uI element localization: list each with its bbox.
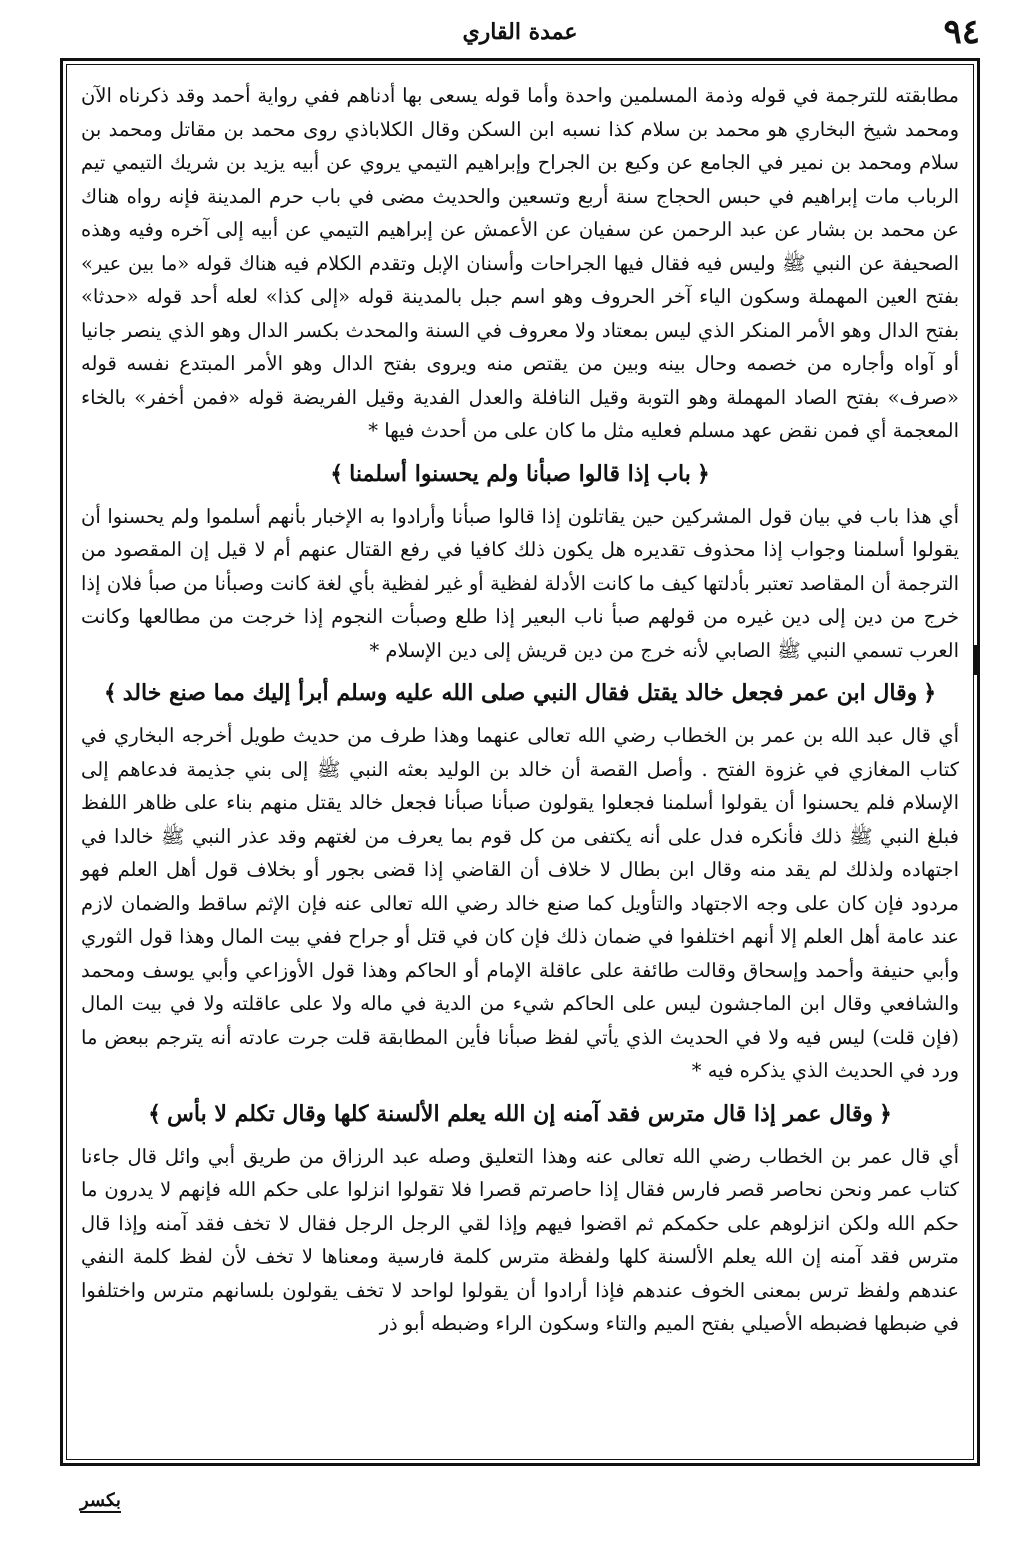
heading-bracket-left: ﴾ — [148, 1100, 162, 1127]
hadith-heading — [81, 669, 959, 717]
athar-heading-text: وقال عمر إذا قال مترس فقد آمنه إن الله يعلم الألسنة كلها وقال تكلم لا بأس — [167, 1100, 873, 1127]
heading-bracket-right: ﴿ — [696, 460, 710, 487]
hadith-heading-text: وقال ابن عمر فجعل خالد يقتل فقال النبي صلى الله عليه وسلم أبرأ إليك مما صنع خالد — [122, 680, 918, 706]
catchword: بكسر — [80, 1490, 121, 1511]
margin-mark — [960, 645, 977, 675]
commentary-paragraph: مطابقته للترجمة في قوله وذمة المسلمين واحدة وأما قوله يسعى بها أدناهم ففي رواية أحمد وقد ذكرناه الآن ومحمد شيخ البخاري هو محمد بن سلام كذا نسبه ابن السكن وقال الكلاباذي روى محمد بن مقاتل ومحمد بن سلام ومحمد بن نمير في الجامع عن وكيع بن الجراح وإبراهيم التيمي يروي عن أبيه يزيد بن شريك التيمي تيم الرباب مات إبراهيم في حبس الحجاج سنة أربع وتسعين والحديث مضى في باب حرم المدينة فإنه رواه هناك عن محمد بن بشار عن عبد الرحمن عن سفيان عن الأعمش عن إبراهيم التيمي عن أبيه إلى آخره وفيه وهذه الصحيفة عن النبي ﷺ وليس فيه فقال فيها الجراحات وأسنان الإبل وتقدم الكلام فيه هناك قوله «ما بين عير» بفتح العين المهملة وسكون الياء آخر الحروف وهو اسم جبل بالمدينة قوله «إلى كذا» لعله أحد قوله «حدثا» بفتح الدال وهو الأمر المنكر الذي ليس بمعتاد ولا معروف في السنة والمحدث بكسر الدال وهو الذي ينصر جانيا أو آواه وأجاره من خصمه وحال بينه وبين من يقتص منه ويروى بفتح الدال وهو الأمر المبتدع نفسه قوله «صرف» بفتح الصاد المهملة وهو التوبة وقيل النافلة والعدل الفدية وقيل الفريضة قوله «فمن أخفر» بالخاء المعجمة أي فمن نقض عهد مسلم فعليه مثل ما كان على من أحدث فيها * — [81, 84, 959, 442]
page-content — [81, 79, 959, 1341]
heading-bracket-left: ﴾ — [103, 680, 117, 706]
commentary-paragraph: أي قال عبد الله بن عمر بن الخطاب رضي الله تعالى عنهما وهذا طرف من حديث طويل أخرجه البخاري في كتاب المغازي في غزوة الفتح . وأصل القصة أن خالد بن الوليد بعثه النبي ﷺ إلى بني جذيمة فدعاهم إلى الإسلام فلم يحسنوا أن يقولوا أسلمنا فجعلوا يقولون صبأنا صبأنا فجعل خالد يقتل منهم بناء على ظاهر اللفظ فبلغ النبي ﷺ ذلك فأنكره فدل على أنه يكتفى من كل قوم بما يعرف من لغتهم وقد عذر النبي ﷺ خالدا في اجتهاده ولذلك لم يقد منه وقال ابن بطال لا خلاف أن القاضي إذا قضى بجور أو بخلاف قول أهل العلم فهو مردود فإن كان على وجه الاجتهاد والتأويل كما صنع خالد رضي الله تعالى عنه فإن الإثم ساقط والضمان لازم عند عامة أهل العلم إلا أنهم اختلفوا في ضمان ذلك فإن كان في قتل أو جراح ففي بيت المال وهذا قول الثوري وأبي حنيفة وأحمد وإسحاق وقالت طائفة على عاقلة الإمام أو الحاكم وهذا قول الأوزاعي وأبي يوسف ومحمد والشافعي وقال ابن الماجشون ليس على الحاكم شيء من الدية في ماله ولا على عاقلته ولا في بيت المال (فإن قلت) ليس فيه ولا في الحديث الذي يأتي لفظ صبأنا فأين المطابقة قلت جرت عادته أنه يترجم ببعض ما ورد في الحديث الذي يذكره فيه * — [81, 724, 959, 1082]
running-title: عمدة القاري — [462, 19, 578, 45]
page-frame-inner — [66, 64, 974, 1460]
chapter-heading — [81, 450, 959, 498]
heading-bracket-left: ﴾ — [330, 460, 344, 487]
page-header — [60, 10, 980, 54]
heading-bracket-right: ﴿ — [878, 1100, 892, 1127]
commentary-paragraph: أي قال عمر بن الخطاب رضي الله تعالى عنه وهذا التعليق وصله عبد الرزاق من طريق أبي وائل قال جاءنا كتاب عمر ونحن نحاصر قصر فارس فقال إذا حاصرتم قصرا فلا تقولوا انزلوا على حكم الله فإنهم لا يدرون ما حكم الله ولكن انزلوهم على حكمكم ثم اقضوا فيهم وإذا لقي الرجل الرجل فقال لا تخف فقد آمنه وإذا قال مترس فقد آمنه إن الله يعلم الألسنة كلها ولفظة مترس كلمة فارسية ومعناها لا تخف لأن لفظ كلمة النفي عندهم ولفظ ترس بمعنى الخوف عندهم فإذا أرادوا أن يقولوا لواحد لا تخف يقولون بلسانهم مترس واختلفوا في ضبطها فضبطه الأصيلي بفتح الميم والتاء وسكون الراء وضبطه أبو ذر — [81, 1144, 959, 1335]
heading-bracket-right: ﴿ — [923, 680, 937, 706]
chapter-heading-text: باب إذا قالوا صبأنا ولم يحسنوا أسلمنا — [349, 460, 691, 487]
page-number: ٩٤ — [943, 12, 980, 52]
commentary-paragraph: أي هذا باب في بيان قول المشركين حين يقاتلون إذا قالوا صبأنا وأرادوا به الإخبار بأنهم أسلموا ولم يحسنوا أن يقولوا أسلمنا وجواب إذا محذوف تقديره هل يكون ذلك كافيا في رفع القتال عنهم أم لا قيل إن المقصود من الترجمة أن المقاصد تعتبر بأدلتها كيف ما كانت الأدلة لفظية أو غير لفظية بأي لغة كانت وصبأنا من صبأ فلان إذا خرج من دين إلى دين غيره من قولهم صبأ ناب البعير إذا طلع وصبأت النجوم إذا خرجت من مطالعها وكانت العرب تسمي النبي ﷺ الصابي لأنه خرج من دين قريش إلى دين الإسلام * — [81, 504, 959, 662]
athar-heading — [81, 1090, 959, 1138]
